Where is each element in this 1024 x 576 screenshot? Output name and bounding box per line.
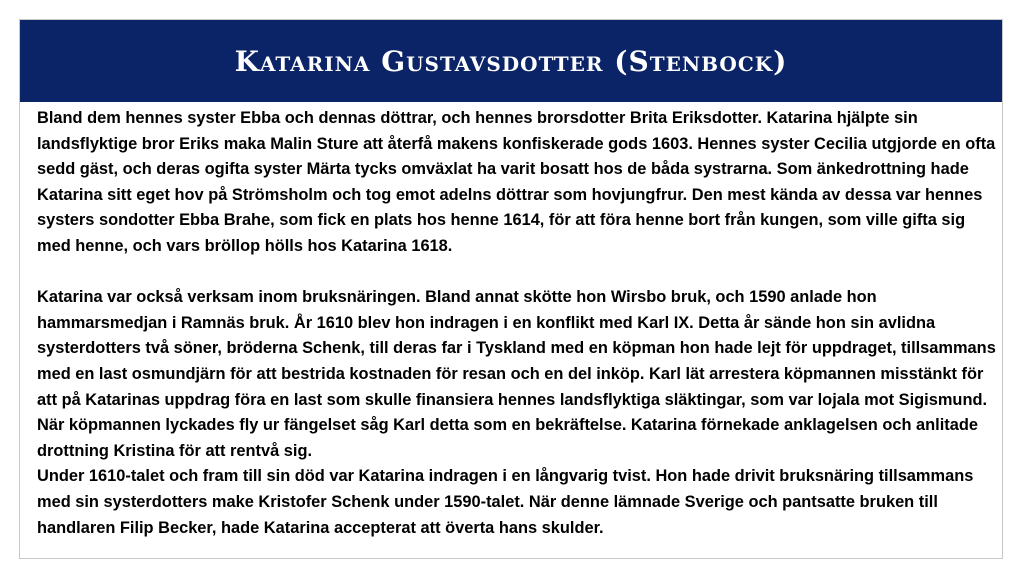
slide-title: Katarina Gustavsdotter (Stenbock) <box>234 44 788 78</box>
paragraph-spacer <box>37 260 999 286</box>
slide-body <box>37 106 999 541</box>
title-bar <box>20 20 1002 102</box>
paragraph-2: Katarina var också verksam inom bruksnäringen. Bland annat skötte hon Wirsbo bruk, och 1590 anlade hon hammarsmedjan i Ramnäs bruk. År 1610 blev hon indragen i en konflikt med Karl IX. Detta år sände hon sin avlidna systerdotters två söner, bröderna Schenk, till deras far i Tyskland med en köpman hon hade lejt för uppdraget, tillsammans med en last osmundjärn för att bestrida kostnaden för resan och en del inköp. Karl lät arrestera köpmannen misstänkt för att på Katarinas uppdrag föra en last som skulle finansiera hennes landsflyktiga släktingar, som var lojala mot Sigismund. När köpmannen lyckades fly ur fängelset såg Karl detta som en bekräftelse. Katarina förnekade anklagelsen och anlitade drottning Kristina för att rentvå sig. <box>37 288 996 460</box>
paragraph-1: Bland dem hennes syster Ebba och dennas döttrar, och hennes brorsdotter Brita Eriksdotter. Katarina hjälpte sin landsflyktige bror Eriks maka Malin Sture att återfå makens konfiskerade gods 1603. Hennes syster Cecilia utgjorde en ofta sedd gäst, och deras ogifta syster Märta tycks omväxlat ha varit bosatt hos de båda systrarna. Som änkedrottning hade Katarina sitt eget hov på Strömsholm och tog emot adelns döttrar som hovjungfrur. Den mest kända av dessa var hennes systers sondotter Ebba Brahe, som fick en plats hos henne 1614, för att föra henne bort från kungen, som ville gifta sig med henne, och vars bröllop hölls hos Katarina 1618. <box>37 109 996 255</box>
paragraph-3: Under 1610-talet och fram till sin död var Katarina indragen i en långvarig tvist. Hon hade drivit bruksnäring tillsammans med sin systerdotters make Kristofer Schenk under 1590-talet. När denne lämnade Sverige och pantsatte bruken till handlaren Filip Becker, hade Katarina accepterat att överta hans skulder. <box>37 467 974 537</box>
slide <box>19 19 1003 559</box>
